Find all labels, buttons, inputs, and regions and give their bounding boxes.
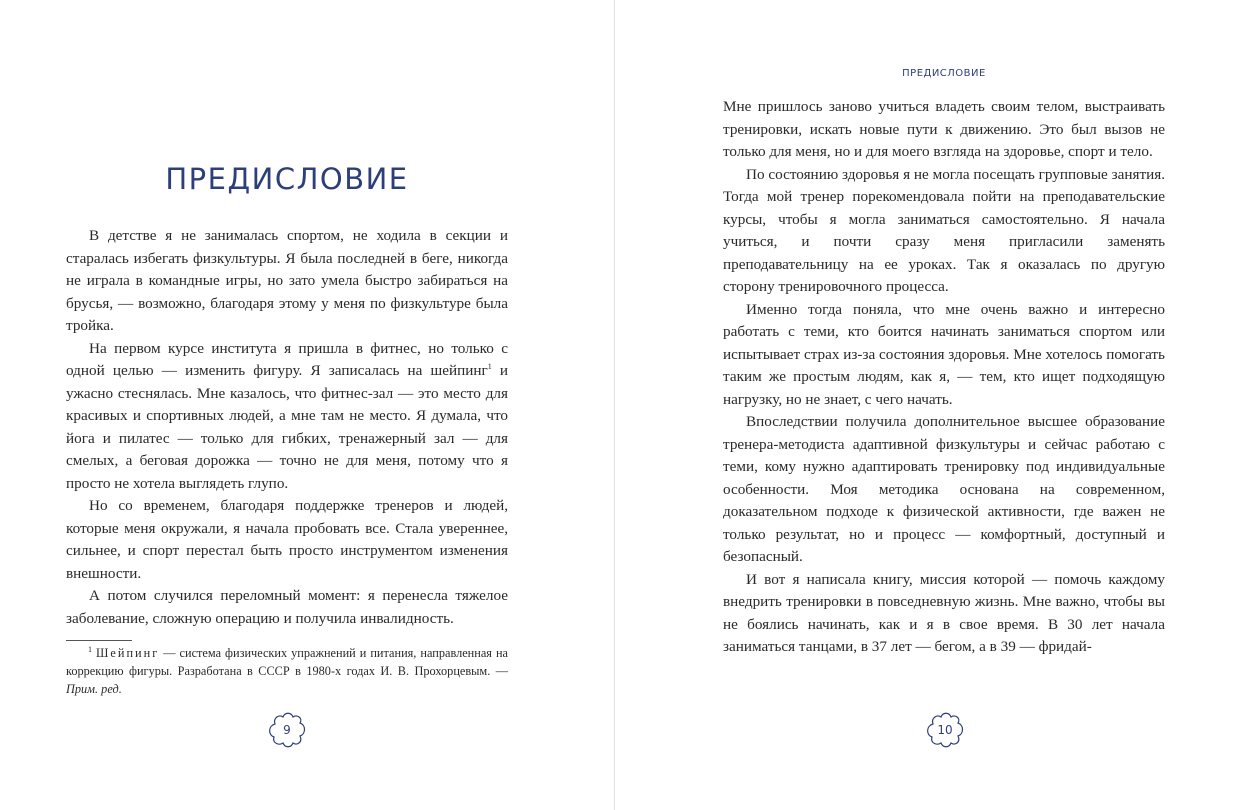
editor-note: Прим. ред. <box>66 682 122 696</box>
footnote-reference[interactable]: 1 <box>487 361 492 371</box>
left-page <box>0 0 614 810</box>
footnote-divider <box>66 640 132 641</box>
right-body-text <box>723 96 1165 659</box>
footnote-text: — система физических упражнений и питания, направленная на коррекцию фигуры. Разработана в СССР в 1980-х годах И. В. Прохорцевым. — <box>66 646 508 678</box>
footnote-term: Шейпинг <box>96 646 160 660</box>
paragraph-text: На первом курсе института я пришла в фитнес, но только с одной целью — изменить фигуру. Я записалась на шейпинг <box>66 339 508 379</box>
paragraph: Но со временем, благодаря поддержке тренеров и людей, которые меня окружали, я начала пробовать все. Стала увереннее, сильнее, и спорт перестал быть просто инструментом изменения внешности. <box>66 497 508 582</box>
paragraph: В детстве я не занималась спортом, не ходила в секции и старалась избегать физкультуры. Я была последней в беге, никогда не играла в командные игры, но зато умела быстро забираться на брусья, — возможно, благодаря этому у меня по физкультуре была тройка. <box>66 227 508 334</box>
paragraph <box>66 338 508 496</box>
paragraph: И вот я написала книгу, миссия которой — помочь каждому внедрить тренировки в повседневную жизнь. Мне важно, чтобы вы не боялись начинать, как и я в свое время. В 30 лет начала заниматься танцами, в 37 лет — бегом, а в 39 — фридай- <box>723 570 1165 655</box>
paragraph: А потом случился переломный момент: я перенесла тяжелое заболевание, сложную операцию и получила инвалидность. <box>66 587 508 627</box>
paragraph-text: и ужасно стеснялась. Мне казалось, что фитнес-зал — это место для красивых и спортивных людей, а мне там не место. Я думала, что йога и пилатес — только для гибких, тренажерный зал — для смелых, а беговая дорожка — точно не для меня, потому что я просто не хотела выглядеть глупо. <box>66 362 508 492</box>
footnote <box>66 644 508 698</box>
right-page <box>615 0 1235 810</box>
page-number-badge <box>925 712 965 748</box>
page-number-badge <box>267 712 307 748</box>
page-number: 10 <box>937 723 953 737</box>
footnote-mark: 1 <box>88 644 92 654</box>
page-number: 9 <box>283 723 291 737</box>
running-head: ПРЕДИСЛОВИЕ <box>902 68 986 79</box>
paragraph: Именно тогда поняла, что мне очень важно и интересно работать с теми, кто боится начинать заниматься спортом или испытывает страх из-за состояния здоровья. Мне хотелось помогать таким же простым людям, как я, — тем, кто ищет подходящую нагрузку, но не знает, с чего начать. <box>723 300 1165 408</box>
chapter-title: ПРЕДИСЛОВИЕ <box>165 162 409 196</box>
left-body-text <box>66 225 508 630</box>
paragraph: Впоследствии получила дополнительное высшее образование тренера-методиста адаптивной физкультуры и сейчас работаю с теми, кому нужно адаптировать тренировку под индивидуальные особенности. Моя методика основана на современном, доказательном подходе к физической активности, где важен не только результат, но и процесс — комфортный, доступный и безопасный. <box>723 413 1165 565</box>
paragraph: Мне пришлось заново учиться владеть своим телом, выстраивать тренировки, искать новые пути к движению. Это был вызов не только для меня, но и для моего взгляда на здоровье, спорт и тело. <box>723 98 1165 160</box>
paragraph: По состоянию здоровья я не могла посещать групповые занятия. Тогда мой тренер порекомендовала пойти на преподавательские курсы, чтобы я могла заниматься самостоятельно. Я начала учиться, и почти сразу меня пригласили заменять преподавательницу на ее уроках. Так я оказалась по другую сторону тренировочного процесса. <box>723 165 1165 295</box>
